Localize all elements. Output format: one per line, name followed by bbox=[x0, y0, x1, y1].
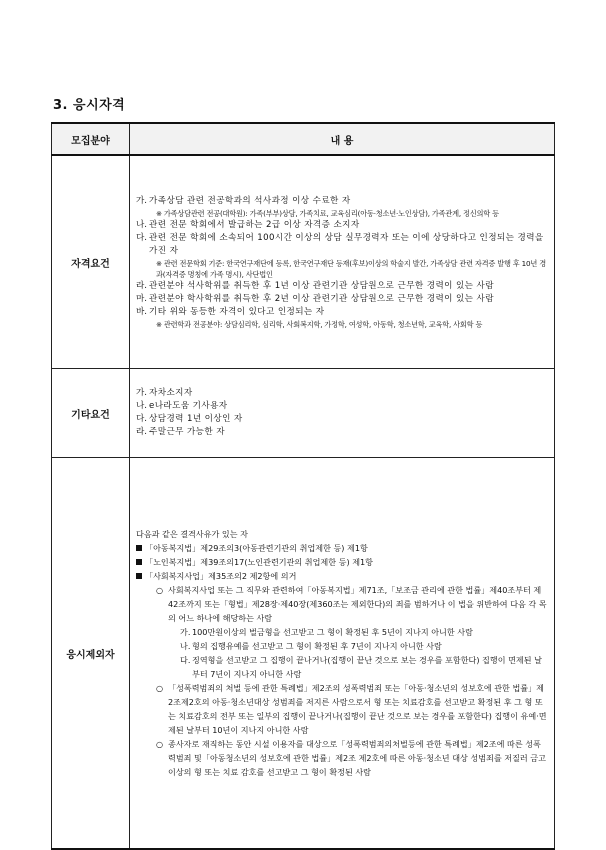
item-text: 관련분야 석사학위를 취득한 후 1년 이상 관련기관 상담원으로 근무한 경력이 있는 사람 bbox=[149, 280, 494, 291]
exclusion-bullet bbox=[136, 541, 548, 555]
item-text: 기타 위와 동등한 자격이 있다고 인정되는 자 bbox=[149, 306, 325, 317]
section-title: 3. 응시자격 bbox=[53, 98, 126, 113]
sub-text: 100만원이상의 벌금형을 선고받고 그 형이 확정된 후 5년이 지나지 아니한 사람 bbox=[192, 627, 473, 637]
item-text: 주말근무 가능한 자 bbox=[149, 427, 225, 437]
exclusion-circle-item bbox=[136, 583, 548, 625]
item-marker: 다. bbox=[136, 232, 148, 243]
item-marker: 가. bbox=[136, 195, 148, 206]
sub-marker: 가. bbox=[180, 627, 191, 637]
table-row bbox=[52, 155, 555, 369]
circle-marker: ○ bbox=[156, 683, 164, 693]
item-marker: 가. bbox=[136, 388, 148, 398]
item-text: 가족상담 관련 전공학과의 석사과정 이상 수료한 자 bbox=[149, 195, 351, 206]
list-item bbox=[136, 306, 548, 319]
list-item bbox=[136, 232, 548, 258]
list-item bbox=[136, 400, 548, 413]
list-item bbox=[136, 413, 548, 426]
sub-text: 형의 집행유예를 선고받고 그 형이 확정된 후 7년이 지나지 아니한 사람 bbox=[192, 641, 442, 651]
bullet-text: 「노인복지법」제39조의17(노인관련기관의 취업제한 등) 제1항 bbox=[145, 557, 373, 567]
list-item bbox=[136, 387, 548, 400]
table-header-row bbox=[52, 123, 555, 155]
item-marker: 다. bbox=[136, 414, 148, 424]
exclusion-content bbox=[130, 458, 555, 850]
bullet-text: 「아동복지법」제29조의3(아동관련기관의 취업제한 등) 제1항 bbox=[145, 543, 368, 553]
item-text: 관련분야 학사학위를 취득한 후 2년 이상 관련기관 상담원으로 근무한 경력이 있는 사람 bbox=[149, 293, 494, 304]
table-row bbox=[52, 458, 555, 850]
circle-text: 「성폭력범죄의 처벌 등에 관한 특례법」제2조의 성폭력범죄 또는「아동·청소년의 성보호에 관한 법률」제2조제2호의 아동·청소년대상 성범죄를 저지른 사람으로서 형 또는 치료감호를 선고받고 확정된 후 그 형 또는 치료감호의 전부 또는 일부의 집행이 끝나거나(집행이 끝난 것으로 보는 경우를 포함한다) 집행이 유예·면제된 날부터 10년이 지나지 아니한 사람 bbox=[168, 683, 547, 735]
exclusion-sub-item bbox=[136, 639, 548, 653]
circle-marker: ○ bbox=[156, 739, 164, 749]
sub-marker: 다. bbox=[180, 655, 191, 665]
item-marker: 라. bbox=[136, 280, 148, 291]
other-content bbox=[130, 369, 555, 458]
circle-marker: ○ bbox=[156, 585, 164, 595]
item-text: 관련 전문 학회에 소속되어 100시간 이상의 상담 실무경력자 또는 이에 상당하다고 인정되는 경력을 가진 자 bbox=[149, 232, 544, 256]
exclusion-label: 응시제외자 bbox=[52, 458, 130, 850]
sub-marker: 나. bbox=[180, 641, 191, 651]
sub-text: 징역형을 선고받고 그 집행이 끝나거나(집행이 끝난 것으로 보는 경우를 포함한다) 집행이 면제된 날부터 7년이 지나지 아니한 사람 bbox=[192, 655, 542, 679]
list-item bbox=[136, 280, 548, 293]
list-item bbox=[136, 195, 548, 208]
item-text: e나라도움 기사용자 bbox=[149, 401, 228, 411]
square-bullet-icon bbox=[136, 559, 142, 565]
item-text: 관련 전문 학회에서 발급하는 2급 이상 자격증 소지자 bbox=[149, 219, 360, 230]
item-marker: 라. bbox=[136, 427, 148, 437]
table-row bbox=[52, 369, 555, 458]
item-note: ※ 가족상담관련 전공(대학원): 가족(부부)상담, 가족치료, 교육심리(아동·청소년·노인상담), 가족관계, 정신의학 등 bbox=[156, 208, 499, 218]
header-category: 모집분야 bbox=[52, 123, 130, 155]
item-note: ※ 관련학과 전공분야: 상담심리학, 심리학, 사회복지학, 가정학, 여성학, 아동학, 청소년학, 교육학, 사회학 등 bbox=[156, 319, 483, 329]
item-note: ※ 관련 전문학회 기준: 한국연구재단에 등록, 한국연구재단 등재(후보)이상의 학술지 발간, 가족상담 관련 자격증 발행 후 10년 경과(자격증 명칭에 가족 명시), 사단법인 bbox=[156, 258, 546, 279]
list-item bbox=[136, 293, 548, 306]
square-bullet-icon bbox=[136, 545, 142, 551]
square-bullet-icon bbox=[136, 573, 142, 579]
exclusion-intro: 다음과 같은 결격사유가 있는 자 bbox=[136, 529, 248, 539]
exclusion-bullet bbox=[136, 555, 548, 569]
list-item bbox=[136, 426, 548, 439]
circle-text: 사회복지사업 또는 그 직무와 관련하여「아동복지법」제71조,「보조금 관리에 관한 법률」제40조부터 제42조까지 또는「형법」제28장·제40장(제360조는 제외한다)의 죄를 범하거나 이 법을 위반하여 다음 각 목의 어느 하나에 해당하는 사람 bbox=[168, 585, 547, 623]
circle-text: 종사자로 재직하는 동안 시설 이용자를 대상으로「성폭력범죄의처벌등에 관한 특례법」제2조에 따른 성폭력범죄 및「아동청소년의 성보호에 관한 법률」제2조 제2호에 따른 아동·청소년 대상 성범죄를 저질러 금고 이상의 형 또는 치료 감호를 선고받고 그 형이 확정된 사람 bbox=[168, 739, 546, 777]
exclusion-circle-item bbox=[136, 737, 548, 779]
exclusion-circle-item bbox=[136, 681, 548, 737]
item-text: 자차소지자 bbox=[149, 388, 193, 398]
exclusion-sub-item bbox=[136, 625, 548, 639]
header-content: 내 용 bbox=[130, 123, 555, 155]
item-marker: 나. bbox=[136, 219, 148, 230]
exclusion-sub-item bbox=[136, 653, 548, 681]
item-marker: 바. bbox=[136, 306, 148, 317]
qualification-table bbox=[51, 122, 555, 850]
bullet-text: 「사회복지사업」제35조의2 제2항에 의거 bbox=[145, 571, 297, 581]
item-marker: 나. bbox=[136, 401, 148, 411]
qualifications-content bbox=[130, 155, 555, 369]
exclusion-bullet bbox=[136, 569, 548, 583]
qualifications-label: 자격요건 bbox=[52, 155, 130, 369]
other-label: 기타요건 bbox=[52, 369, 130, 458]
item-marker: 마. bbox=[136, 293, 148, 304]
item-text: 상담경력 1년 이상인 자 bbox=[149, 414, 243, 424]
list-item bbox=[136, 219, 548, 232]
